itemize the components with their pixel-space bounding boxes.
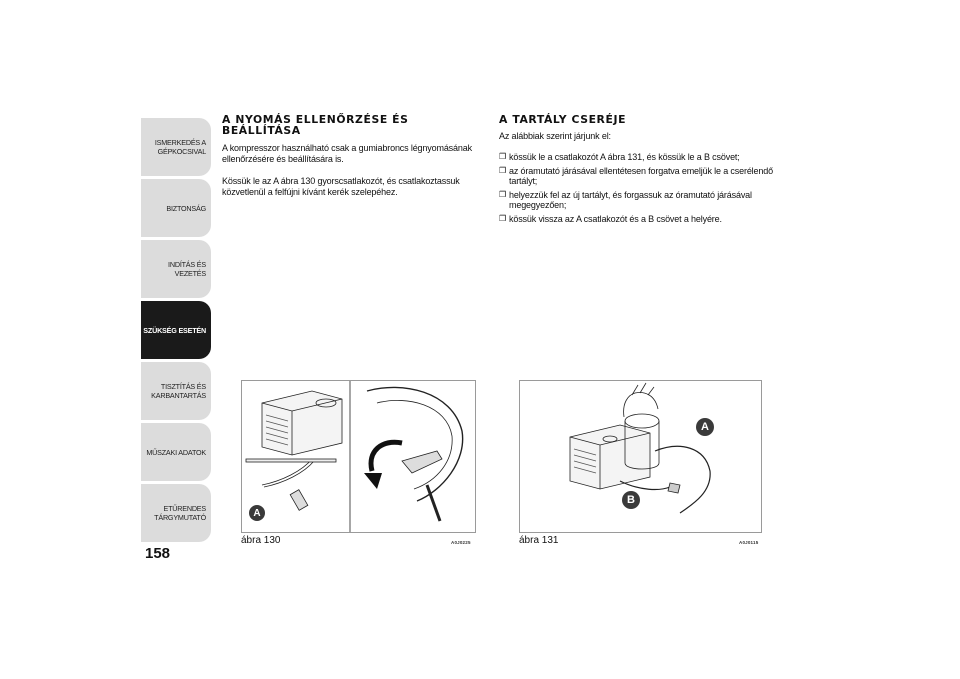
left-heading: A NYOMÁS ELLENŐRZÉSE ÉS BEÁLLÍTÁSA — [222, 113, 409, 137]
tab-label-ismerkedes: ISMERKEDÉS A GÉPKOCSIVAL — [154, 138, 206, 156]
tab-label-biztonsag: BIZTONSÁG — [166, 203, 206, 213]
tab-tisztitas[interactable] — [141, 362, 211, 420]
right-intro: Az alábbiak szerint járjunk el: — [499, 131, 611, 141]
checkbox-bullet-icon: ❒ — [499, 213, 507, 223]
figure-130 — [241, 380, 476, 533]
figure-131-code: A0J0115 — [739, 540, 759, 545]
figure-label-b: B — [622, 491, 640, 509]
page-number: 158 — [145, 545, 171, 562]
list-item: ❒ kössük vissza az A csatlakozót és a B csövet a helyére. — [499, 213, 722, 224]
tab-inditas[interactable] — [141, 240, 211, 298]
tab-label-targymutato: ETŰRENDES TÁRGYMUTATÓ — [154, 504, 206, 522]
tab-label-inditas: INDÍTÁS ÉS VEZETÉS — [168, 260, 206, 278]
list-item: ❒ helyezzük fel az új tartályt, és forgassuk az óramutató járásával megegyezően; — [499, 189, 752, 210]
tank-replacement-illustration — [520, 381, 761, 532]
checkbox-bullet-icon: ❒ — [499, 189, 507, 199]
figure-label-a: A — [696, 418, 714, 436]
list-item: ❒ kössük le a csatlakozót A ábra 131, és kössük le a B csövet; — [499, 152, 740, 162]
checkbox-bullet-icon: ❒ — [499, 165, 507, 175]
compressor-valve-illustration — [242, 381, 475, 532]
tab-biztonsag[interactable] — [141, 179, 211, 237]
tab-muszaki-adatok[interactable] — [141, 423, 211, 481]
left-paragraph-1: A kompresszor használható csak a gumiabroncs légnyomásának ellenőrzésére és beállítására is. — [222, 143, 472, 164]
figure-131 — [519, 380, 762, 533]
checkbox-bullet-icon: ❒ — [499, 152, 507, 161]
tab-label-szukseg: SZÜKSÉG ESETÉN — [143, 325, 206, 335]
figure-130-code: A0J0225 — [451, 540, 471, 545]
tab-label-tisztitas: TISZTÍTÁS ÉS KARBANTARTÁS — [151, 382, 206, 400]
figure-label-a: A — [249, 505, 265, 521]
list-item: ❒ az óramutató járásával ellentétesen forgatva emeljük le a cserélendő tartályt; — [499, 165, 773, 186]
figure-130-caption: ábra 130 — [241, 535, 281, 546]
left-paragraph-2: Kössük le az A ábra 130 gyorscsatlakozót, és csatlakoztassuk közvetlenül a felfújni kívánt kerék szelepéhez. — [222, 176, 460, 197]
figure-131-caption: ábra 131 — [519, 535, 559, 546]
tab-szukseg-eseten[interactable] — [141, 301, 211, 359]
instruction-list — [499, 152, 799, 227]
tab-label-muszaki: MŰSZAKI ADATOK — [146, 447, 206, 457]
tab-targymutato[interactable] — [141, 484, 211, 542]
tab-ismerkedes[interactable] — [141, 118, 211, 176]
right-heading: A TARTÁLY CSERÉJE — [499, 113, 627, 126]
